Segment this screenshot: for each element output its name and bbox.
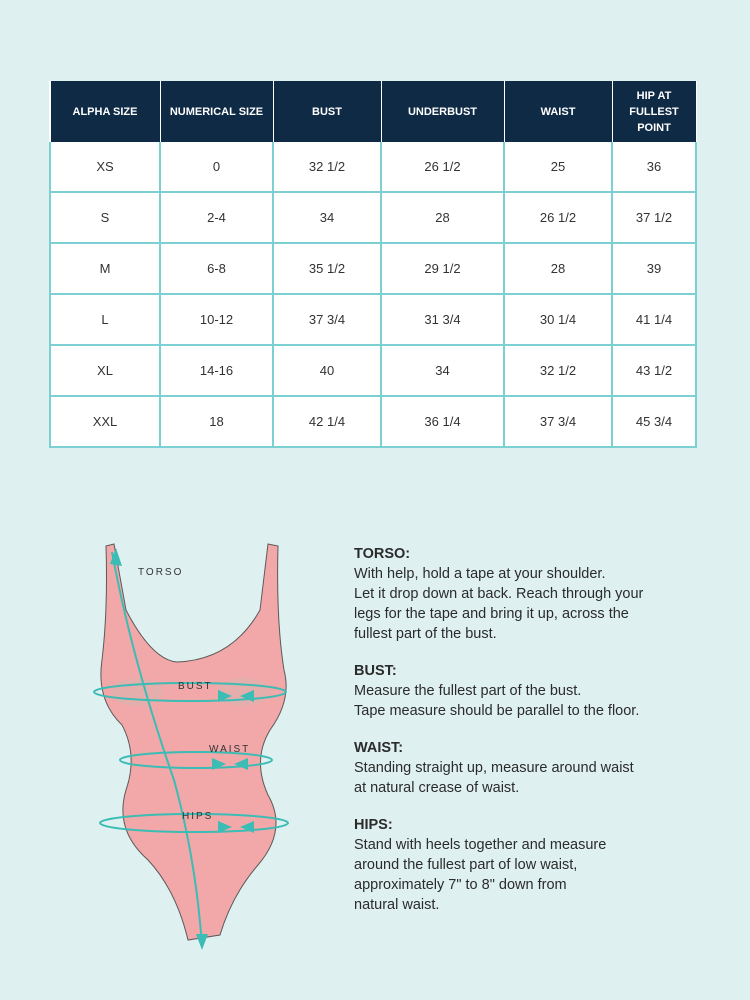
- table-cell: 26 1/2: [381, 142, 504, 192]
- table-cell: 42 1/4: [273, 396, 381, 447]
- table-row: [50, 192, 696, 243]
- header-underbust: UNDERBUST: [381, 81, 504, 142]
- bust-text: Measure the fullest part of the bust. Tape measure should be parallel to the floor.: [354, 683, 640, 719]
- torso-text: With help, hold a tape at your shoulder. Let it drop down at back. Reach through your legs for the tape and bring it up, across the fullest part of the bust.: [354, 566, 644, 642]
- table-cell: 30 1/4: [504, 294, 612, 345]
- bust-label: BUST: [178, 681, 213, 692]
- hips-section: [354, 815, 704, 915]
- table-cell: 34: [273, 192, 381, 243]
- table-cell: 39: [612, 243, 696, 294]
- table-cell: 45 3/4: [612, 396, 696, 447]
- header-alpha-size: ALPHA SIZE: [50, 81, 160, 142]
- table-cell: XXL: [50, 396, 160, 447]
- table-cell: 26 1/2: [504, 192, 612, 243]
- table-cell: S: [50, 192, 160, 243]
- waist-title: WAIST:: [354, 740, 404, 756]
- table-cell: XL: [50, 345, 160, 396]
- table-cell: 41 1/4: [612, 294, 696, 345]
- table-row: [50, 396, 696, 447]
- table-cell: 37 3/4: [504, 396, 612, 447]
- header-numerical-size: NUMERICAL SIZE: [160, 81, 273, 142]
- table-row: [50, 142, 696, 192]
- header-hip: HIP AT FULLEST POINT: [612, 81, 696, 142]
- table-row: [50, 243, 696, 294]
- hips-title: HIPS:: [354, 817, 393, 833]
- table-cell: L: [50, 294, 160, 345]
- torso-section: [354, 544, 704, 644]
- table-row: [50, 294, 696, 345]
- table-cell: XS: [50, 142, 160, 192]
- swimsuit-diagram: [92, 540, 302, 955]
- table-header-row: [50, 81, 696, 142]
- table-cell: 37 1/2: [612, 192, 696, 243]
- table-cell: 31 3/4: [381, 294, 504, 345]
- hips-text: Stand with heels together and measure around the fullest part of low waist, approximately 7" to 8" down from natural waist.: [354, 837, 607, 913]
- size-chart-table: [49, 81, 697, 448]
- waist-label: WAIST: [209, 744, 251, 755]
- table-cell: 2-4: [160, 192, 273, 243]
- torso-label: TORSO: [138, 567, 184, 578]
- table-cell: 37 3/4: [273, 294, 381, 345]
- table-cell: 0: [160, 142, 273, 192]
- table-cell: 36: [612, 142, 696, 192]
- table-cell: 32 1/2: [273, 142, 381, 192]
- waist-text: Standing straight up, measure around waist at natural crease of waist.: [354, 760, 634, 796]
- swimsuit-shape: [101, 544, 286, 940]
- bust-section: [354, 661, 704, 721]
- table-cell: M: [50, 243, 160, 294]
- table-cell: 18: [160, 396, 273, 447]
- table-cell: 36 1/4: [381, 396, 504, 447]
- measurement-guide: [354, 544, 704, 932]
- swimsuit-illustration: [92, 540, 302, 955]
- table-cell: 28: [504, 243, 612, 294]
- table-cell: 43 1/2: [612, 345, 696, 396]
- header-bust: BUST: [273, 81, 381, 142]
- table-cell: 25: [504, 142, 612, 192]
- table-cell: 28: [381, 192, 504, 243]
- torso-title: TORSO:: [354, 546, 411, 562]
- table-cell: 10-12: [160, 294, 273, 345]
- table-cell: 32 1/2: [504, 345, 612, 396]
- table-cell: 40: [273, 345, 381, 396]
- bust-title: BUST:: [354, 663, 397, 679]
- table-cell: 6-8: [160, 243, 273, 294]
- hips-label: HIPS: [182, 811, 214, 822]
- table-cell: 35 1/2: [273, 243, 381, 294]
- table-cell: 34: [381, 345, 504, 396]
- header-waist: WAIST: [504, 81, 612, 142]
- table-cell: 14-16: [160, 345, 273, 396]
- waist-section: [354, 738, 704, 798]
- table-cell: 29 1/2: [381, 243, 504, 294]
- table-row: [50, 345, 696, 396]
